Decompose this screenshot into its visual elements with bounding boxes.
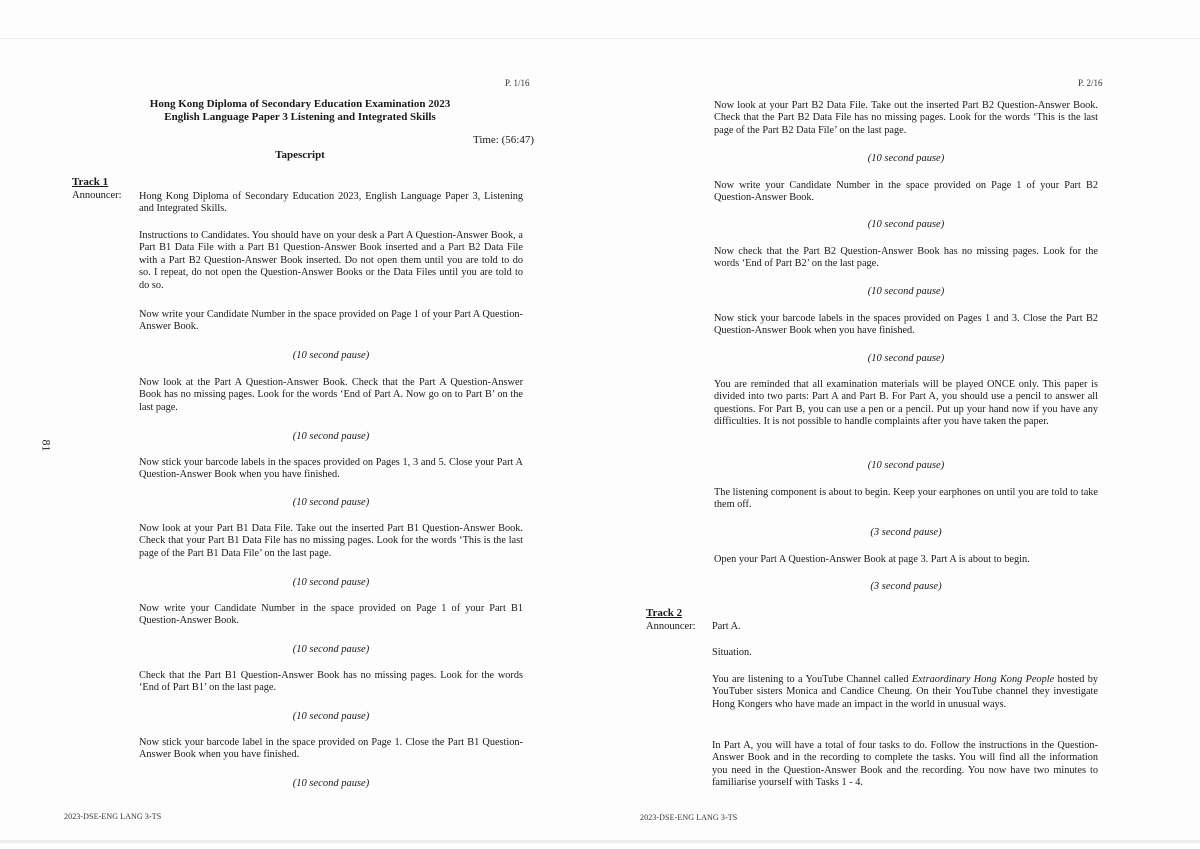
paragraph: Now write your Candidate Number in the space provided on Page 1 of your Part B1 Question-Answer Book.	[139, 603, 523, 627]
track-heading: Track 2	[646, 607, 683, 619]
paragraph: You are reminded that all examination materials will be played ONCE only. This paper is divided into two parts: Part A and Part B. For Part A, you should use a pencil to answer all questions. For Part B, you can use a pen or a pencil. Put up your hand now if you have any difficulties. It is not possible to handle complaints after you have taken the paper.	[714, 379, 1098, 428]
pause-note: (10 second pause)	[292, 497, 370, 508]
paragraph: Instructions to Candidates. You should have on your desk a Part A Question-Answer Book, a Part B1 Data File with a Part B1 Question-Answer Book inserted and a Part B2 Data File with a Part B2 Question-Answer Book inserted. Do not open them until you are told to do so. I repeat, do not open the Question-Answer Books or the Data Files until you are told to do so.	[139, 230, 523, 291]
pause-note: (10 second pause)	[292, 577, 370, 588]
paragraph: Check that the Part B1 Question-Answer Book has no missing pages. Look for the words ‘End of Part B1’ on the last page.	[139, 670, 523, 694]
pause-note: (10 second pause)	[867, 460, 945, 471]
scan-edge	[600, 38, 1200, 39]
paragraph: In Part A, you will have a total of four tasks to do. Follow the instructions in the Question-Answer Book and in the recording to complete the tasks. You will find all the information you need in the Question-Answer Book and the recording. You now have two minutes to familiarise yourself with Tasks 1 - 4.	[712, 740, 1098, 789]
paragraph: Now check that the Part B2 Question-Answer Book has no missing pages. Look for the words ‘End of Part B2’ on the last page.	[714, 246, 1098, 270]
pause-note: (10 second pause)	[292, 350, 370, 361]
scan-edge	[0, 38, 600, 39]
paragraph: Part A.	[712, 621, 741, 632]
page-footer: 2023-DSE-ENG LANG 3-TS	[640, 813, 738, 822]
page-number: P. 2/16	[1078, 78, 1103, 88]
paragraph: Now stick your barcode label in the space provided on Page 1. Close the Part B1 Question-Answer Book when you have finished.	[139, 737, 523, 761]
page-number: P. 1/16	[505, 78, 530, 88]
tapescript-heading: Tapescript	[275, 149, 325, 161]
side-page-number: 81	[39, 439, 54, 452]
scan-edge	[600, 840, 1200, 843]
pause-note: (3 second pause)	[870, 581, 942, 592]
pause-note: (3 second pause)	[870, 527, 942, 538]
paragraph: Now stick your barcode labels in the spaces provided on Pages 1, 3 and 5. Close your Part A Question-Answer Book when you have finished.	[139, 457, 523, 481]
pause-note: (10 second pause)	[867, 353, 945, 364]
paragraph: Open your Part A Question-Answer Book at page 3. Part A is about to begin.	[714, 554, 1030, 565]
channel-name: Extraordinary Hong Kong People	[911, 674, 1055, 685]
pause-note: (10 second pause)	[867, 219, 945, 230]
track-heading: Track 1	[72, 176, 109, 188]
text-run: hosted by YouTuber sisters Monica and Candice Cheung. On their YouTube channel they investigate Hong Kongers who have made an impact in the world in unusual ways.	[712, 674, 1098, 710]
paragraph-rich	[712, 674, 1098, 711]
exam-time: Time: (56:47)	[472, 134, 534, 146]
exam-title-line1: Hong Kong Diploma of Secondary Education Examination 2023	[149, 98, 451, 110]
pause-note: (10 second pause)	[867, 153, 945, 164]
paragraph: Now write your Candidate Number in the space provided on Page 1 of your Part B2 Question-Answer Book.	[714, 180, 1098, 204]
scan-edge	[0, 840, 600, 843]
exam-title	[60, 98, 540, 124]
pause-note: (10 second pause)	[292, 431, 370, 442]
paragraph: Situation.	[712, 647, 752, 658]
page-footer: 2023-DSE-ENG LANG 3-TS	[64, 812, 162, 821]
right-page	[600, 0, 1200, 849]
text-run: You are listening to a YouTube Channel called	[712, 674, 912, 685]
paragraph: Now write your Candidate Number in the space provided on Page 1 of your Part A Question-Answer Book.	[139, 309, 523, 333]
pause-note: (10 second pause)	[292, 644, 370, 655]
paragraph: Now look at your Part B2 Data File. Take out the inserted Part B2 Question-Answer Book. Check that the Part B2 Data File has no missing pages. Look for the words ‘This is the last page of the Part B2 Data File’ on the last page.	[714, 100, 1098, 136]
speaker-label: Announcer:	[72, 190, 122, 201]
speaker-label: Announcer:	[646, 621, 696, 632]
paragraph: Now stick your barcode labels in the spaces provided on Pages 1 and 3. Close the Part B2 Question-Answer Book when you have finished.	[714, 313, 1098, 337]
exam-title-line2: English Language Paper 3 Listening and Integrated Skills	[164, 111, 436, 123]
pause-note: (10 second pause)	[292, 778, 370, 789]
paragraph: Now look at the Part A Question-Answer Book. Check that the Part A Question-Answer Book has no missing pages. Look for the words ‘End of Part A. Now go on to Part B’ on the last page.	[139, 377, 523, 413]
pause-note: (10 second pause)	[292, 711, 370, 722]
paragraph: Now look at your Part B1 Data File. Take out the inserted Part B1 Question-Answer Book. Check that your Part B1 Data File has no missing pages. Look for the words ‘This is the last page of the Part B1 Data File’ on the last page.	[139, 523, 523, 559]
paragraph: Hong Kong Diploma of Secondary Education 2023, English Language Paper 3, Listening and Integrated Skills.	[139, 191, 523, 215]
pause-note: (10 second pause)	[867, 286, 945, 297]
paragraph: The listening component is about to begin. Keep your earphones on until you are told to take them off.	[714, 487, 1098, 511]
